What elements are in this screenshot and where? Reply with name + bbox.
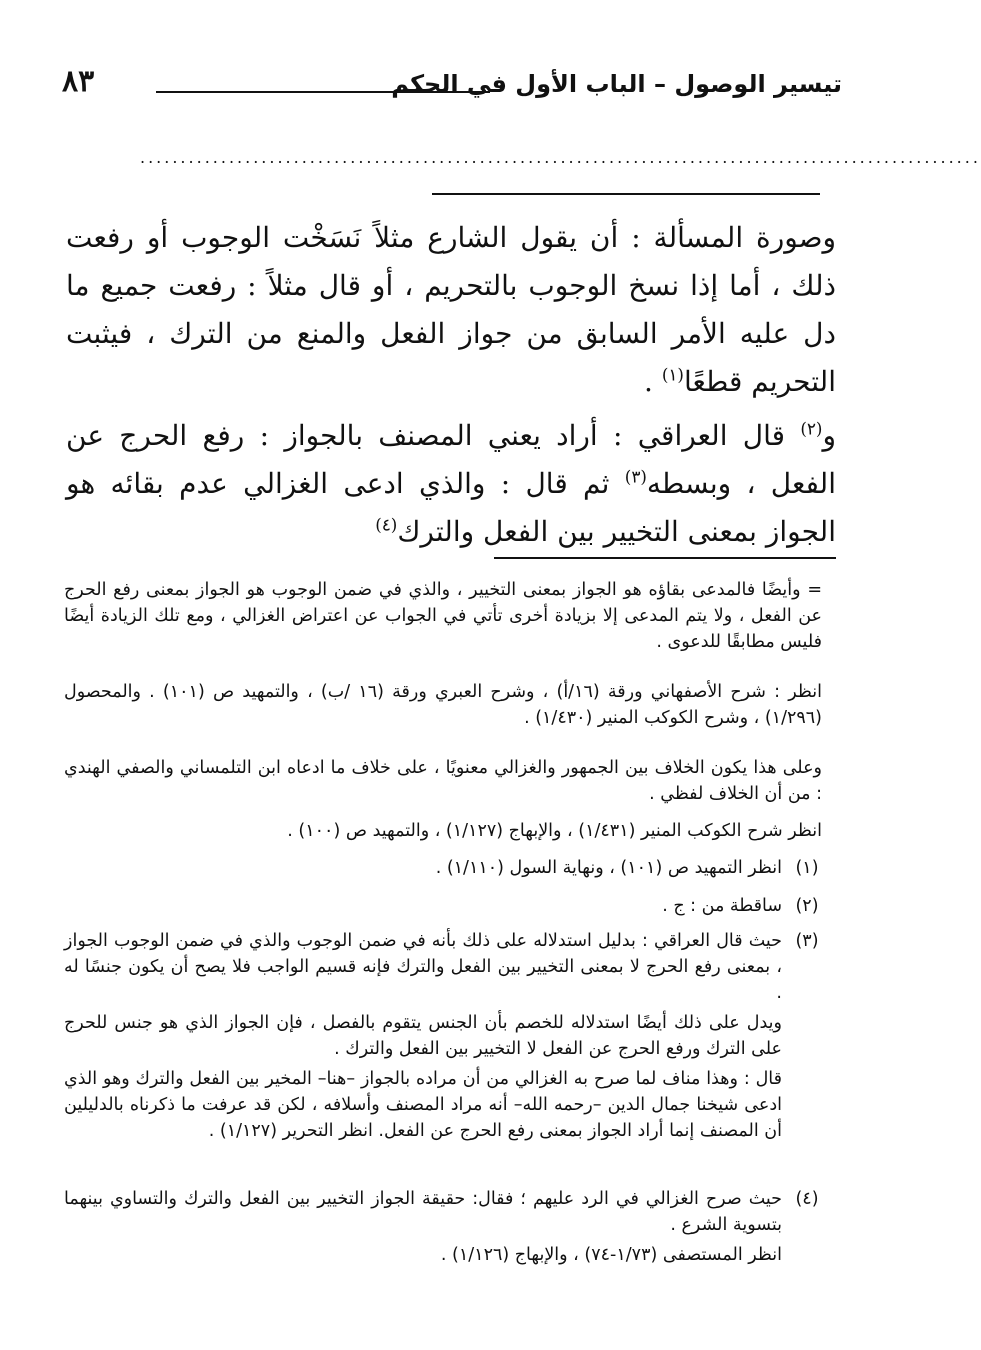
footnote-ref-1: (١) bbox=[661, 364, 684, 385]
footnote-2 bbox=[64, 893, 832, 923]
footnote-continuation-4: انظر شرح الكوكب المنير (١/٤٣١) ، والإبهاج (١/١٢٧) ، والتمهيد ص (١٠٠) . bbox=[287, 821, 822, 841]
footnote-3-para-2: ويدل على ذلك أيضًا استدلاله للخصم بأن الجنس يتقوم بالفصل ، فإن الجواز الذي هو جنس للحرج على الترك ورفع الحرج عن الفعل لا التخيير بين الفعل والترك . bbox=[64, 1013, 782, 1059]
footnote-1-number: (١) bbox=[795, 858, 819, 878]
footnote-ref-2: (٢) bbox=[800, 418, 823, 439]
footnote-continuation-2: انظر : شرح الأصفهاني ورقة (١٦/أ) ، وشرح العبري ورقة (١٦ /ب) ، والتمهيد ص (١٠١) . والمحصول (١/٢٩٦) ، وشرح الكوكب المنير (١/٤٣٠) . bbox=[64, 682, 822, 728]
footnote-2-number: (٢) bbox=[795, 896, 819, 916]
running-title: تيسير الوصول – الباب الأول في الحكم bbox=[391, 70, 842, 98]
body-paragraph-2 bbox=[66, 412, 836, 556]
footnote-3-para-1: حيث قال العراقي : بدليل استدلاله على ذلك بأنه في ضمن الوجوب والذي في ضمن الوجوب الجواز ، بمعنى رفع الحرج لا بمعنى التخيير بين الفعل والترك فإنه قسيم الواجب فلا يصح أن يكون جنسًا له . bbox=[64, 931, 782, 1003]
header-rule bbox=[156, 91, 490, 93]
footnote-continuation-3: وعلى هذا يكون الخلاف بين الجمهور والغزالي معنويًا ، على خلاف ما ادعاه ابن التلمساني والصفي الهندي : من أن الخلاف لفظي . bbox=[64, 758, 822, 804]
footnote-4-para-1: حيث صرح الغزالي في الرد عليهم ؛ فقال: حقيقة الجواز التخيير بين الفعل والترك والتساوي بينهما بتسوية الشرع . bbox=[64, 1189, 782, 1235]
paragraph-1-end: . bbox=[644, 365, 662, 398]
page-number: ٨٣ bbox=[62, 64, 95, 99]
section-rule bbox=[432, 193, 820, 195]
footnote-4-para-2: انظر المستصفى (١/٧٣-٧٤) ، والإبهاج (١/١٢٦) . bbox=[440, 1245, 782, 1265]
footnote-4-number: (٤) bbox=[795, 1189, 819, 1209]
footnote-ref-3: (٣) bbox=[624, 466, 647, 487]
paragraph-2-start: و bbox=[822, 419, 836, 452]
footnote-ref-4: (٤) bbox=[375, 514, 398, 535]
separator-dots: ........................................................................................................ bbox=[140, 148, 981, 167]
paragraph-2-part-3: ثم قال : والذي ادعى الغزالي عدم بقائه هو الجواز بمعنى التخيير بين الفعل والترك bbox=[66, 467, 836, 548]
footnote-2-text: ساقطة من : ج . bbox=[662, 896, 782, 916]
footnote-3-number: (٣) bbox=[795, 931, 819, 951]
footnote-3-para-3: قال : وهذا مناف لما صرح به الغزالي من أن مراده بالجواز –هنا– المخير بين الفعل والترك وهو الذي ادعى شيخنا جمال الدين –رحمه الله– أنه مراد المصنف وأسلافه ، لكن قد عرفت ما ذكرناه بالدليلين أن المصنف إنما أراد الجواز بمعنى رفع الحرج عن الفعل. انظر التحرير (١/١٢٧) . bbox=[64, 1069, 782, 1141]
body-paragraph-1 bbox=[66, 214, 836, 406]
paragraph-1-text: وصورة المسألة : أن يقول الشارع مثلاً نَسَخْت الوجوب أو رفعت ذلك ، أما إذا نسخ الوجوب بالتحريم ، أو قال مثلاً : رفعت جميع ما دل عليه الأمر السابق من جواز الفعل والمنع من الترك ، فيثبت التحريم قطعًا bbox=[66, 221, 836, 398]
paragraph-2-part-2: قال العراقي : أراد يعني المصنف بالجواز : رفع الحرج عن الفعل ، وبسطه bbox=[66, 419, 836, 500]
footnote-continuation-1: = وأيضًا فالمدعى بقاؤه هو الجواز بمعنى التخيير ، والذي في ضمن الوجوب هو الجواز بمعنى رفع الحرج عن الفعل ، ولا يتم المدعى إلا بزيادة أخرى تأتي في الجواب عن اعتراض الغزالي ، ومع تلك الزيادة أيضًا فليس مطابقًا للدعوى . bbox=[64, 580, 822, 652]
footnote-1-text: انظر التمهيد ص (١٠١) ، ونهاية السول (١/١١٠) . bbox=[435, 858, 782, 878]
footnote-4 bbox=[64, 1186, 832, 1272]
footnote-1 bbox=[64, 855, 832, 885]
footnote-3 bbox=[64, 928, 832, 1148]
footnote-separator bbox=[494, 557, 836, 559]
